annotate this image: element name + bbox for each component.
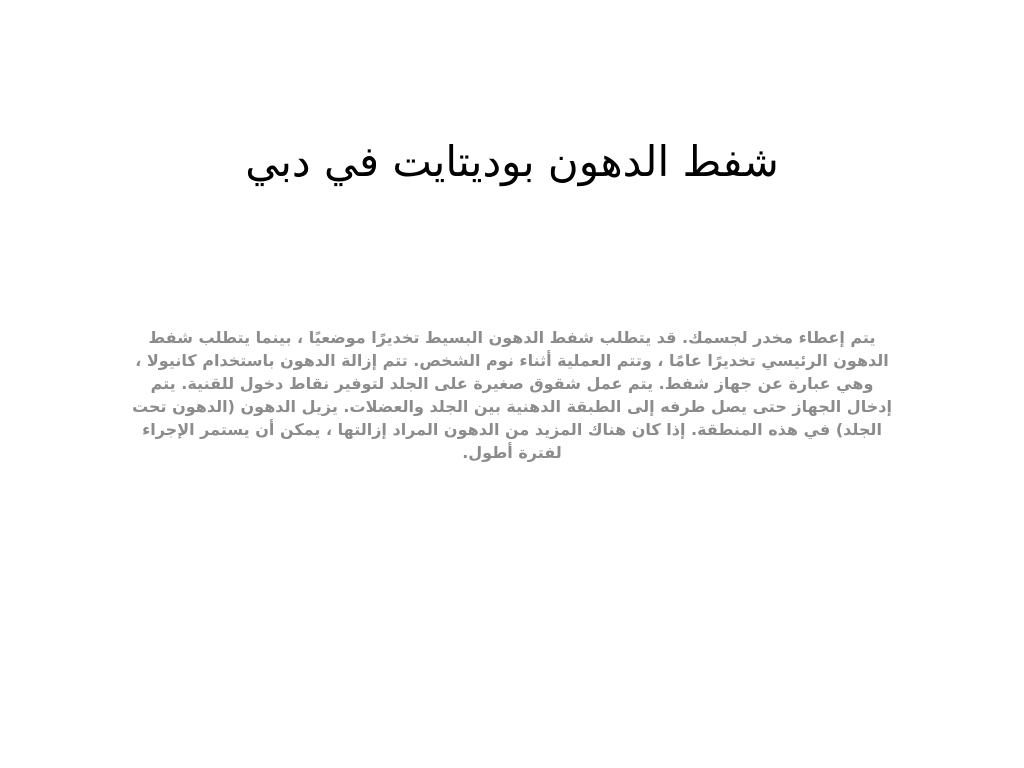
- slide-title: شفط الدهون بوديتايت في دبي: [245, 137, 779, 186]
- slide-body-text: يتم إعطاء مخدر لجسمك. قد يتطلب شفط الدهون البسيط تخديرًا موضعيًا ، بينما يتطلب شفط الدهون الرئيسي تخديرًا عامًا ، وتتم العملية أثناء نوم الشخص. تتم إزالة الدهون باستخدام كانيولا ، وهي عبارة عن جهاز شفط. يتم عمل شقوق صغيرة على الجلد لتوفير نقاط دخول للقنية. يتم إدخال الجهاز حتى يصل طرفه إلى الطبقة الدهنية بين الجلد والعضلات. يزيل الدهون (الدهون تحت الجلد) في هذه المنطقة. إذا كان هناك المزيد من الدهون المراد إزالتها ، يمكن أن يستمر الإجراء لفترة أطول.: [132, 328, 892, 462]
